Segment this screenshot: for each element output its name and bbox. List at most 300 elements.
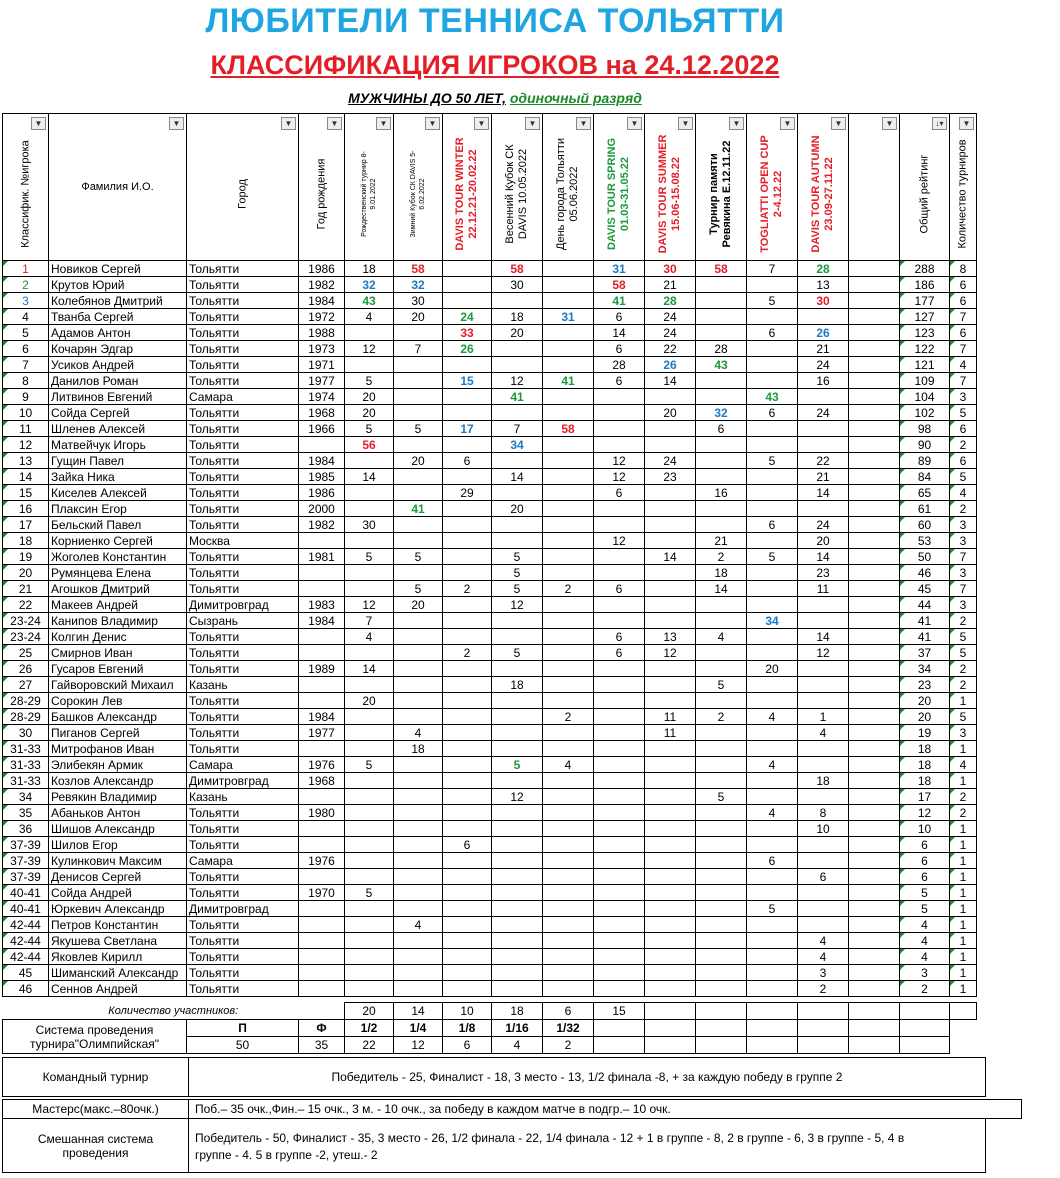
birth-year: 1988 [299, 325, 345, 341]
tournament-points [394, 469, 443, 485]
player-name: Крутов Юрий [49, 277, 187, 293]
masters-label: Мастерс(макс.–80очк.) [3, 1100, 189, 1118]
filter-dropdown-icon[interactable]: ▼ [831, 117, 846, 130]
tournament-points [394, 933, 443, 949]
tournament-points [849, 533, 900, 549]
birth-year [299, 741, 345, 757]
filter-dropdown-icon[interactable]: ▼ [576, 117, 591, 130]
tournament-points [696, 293, 747, 309]
tournament-points: 14 [594, 325, 645, 341]
rank-cell: 1 [3, 261, 49, 277]
tournament-points [849, 725, 900, 741]
tournament-points [492, 869, 543, 885]
birth-year [299, 917, 345, 933]
tournament-points [394, 837, 443, 853]
table-row [3, 629, 977, 645]
total-rating: 5 [900, 885, 950, 901]
filter-dropdown-icon[interactable]: ▼ [169, 117, 184, 130]
tournament-points: 33 [443, 325, 492, 341]
tournament-points [345, 565, 394, 581]
birth-year: 1981 [299, 549, 345, 565]
birth-year [299, 837, 345, 853]
filter-dropdown-icon[interactable]: ▼ [474, 117, 489, 130]
tournament-points [492, 821, 543, 837]
player-city: Тольятти [187, 437, 299, 453]
tournament-points [849, 773, 900, 789]
stage-points: 12 [394, 1037, 443, 1054]
tournament-points [443, 469, 492, 485]
tournament-points [543, 821, 594, 837]
birth-year [299, 645, 345, 661]
filter-dropdown-icon[interactable]: ▼ [525, 117, 540, 130]
tournament-points: 12 [594, 533, 645, 549]
team-tournament-box [2, 1057, 986, 1097]
birth-year: 1986 [299, 485, 345, 501]
rank-cell: 46 [3, 981, 49, 997]
tournament-points: 5 [492, 565, 543, 581]
tournament-points [543, 261, 594, 277]
tournament-points: 6 [747, 517, 798, 533]
tournament-points: 12 [594, 469, 645, 485]
filter-dropdown-icon[interactable]: ▼ [780, 117, 795, 130]
tournament-points [443, 293, 492, 309]
player-city: Тольятти [187, 661, 299, 677]
header-t4: ▼ Весенний Кубок СК DAVIS 10.05.2022 [492, 114, 543, 261]
tournament-points: 21 [645, 277, 696, 293]
tournament-points: 2 [543, 581, 594, 597]
tournament-points [696, 597, 747, 613]
tournament-points: 23 [645, 469, 696, 485]
tournament-points [394, 757, 443, 773]
header-t3: ▼ DAVIS TOUR WINTER 22.12.21-20.02.22 [443, 114, 492, 261]
table-row [3, 533, 977, 549]
page-subtitle: КЛАССИФИКАЦИЯ ИГРОКОВ на 24.12.2022 [210, 50, 780, 80]
rank-cell: 6 [3, 341, 49, 357]
tournament-points [645, 981, 696, 997]
header-t7: ▼ DAVIS TOUR SUMMER 15.06-15.08.22 [645, 114, 696, 261]
birth-year: 1976 [299, 757, 345, 773]
tournament-points: 2 [696, 709, 747, 725]
tournament-count: 8 [950, 261, 977, 277]
tournament-points: 24 [645, 453, 696, 469]
tournament-points [645, 869, 696, 885]
total-rating: 288 [900, 261, 950, 277]
player-name: Шленев Алексей [49, 421, 187, 437]
tournament-points [543, 613, 594, 629]
tournament-count: 4 [950, 357, 977, 373]
tournament-points [543, 293, 594, 309]
rank-cell: 31-33 [3, 773, 49, 789]
tournament-count: 3 [950, 533, 977, 549]
table-row [3, 661, 977, 677]
table-row [3, 693, 977, 709]
stage-label: 1/4 [394, 1020, 443, 1037]
table-row [3, 949, 977, 965]
ranking-table [2, 113, 977, 997]
filter-dropdown-icon[interactable]: ▼ [729, 117, 744, 130]
ranking-body [3, 261, 977, 997]
tournament-points [492, 453, 543, 469]
total-rating: 41 [900, 629, 950, 645]
tournament-points: 14 [798, 485, 849, 501]
sort-icon[interactable]: ↓▾ [932, 117, 947, 130]
tournament-points [394, 405, 443, 421]
table-row [3, 389, 977, 405]
tournament-points: 5 [394, 581, 443, 597]
tournament-points [798, 421, 849, 437]
tournament-points [696, 613, 747, 629]
tournament-points [849, 581, 900, 597]
tournament-points [594, 565, 645, 581]
player-city: Тольятти [187, 581, 299, 597]
tournament-points [645, 533, 696, 549]
tournament-points [543, 533, 594, 549]
header-t11 [849, 114, 900, 261]
tournament-points [394, 869, 443, 885]
tournament-points [747, 277, 798, 293]
header-year: ▼ Год рождения [299, 114, 345, 261]
tournament-points [492, 933, 543, 949]
player-name: Башков Александр [49, 709, 187, 725]
tournament-points: 10 [798, 821, 849, 837]
birth-year: 1980 [299, 805, 345, 821]
player-city: Тольятти [187, 293, 299, 309]
tournament-points: 4 [798, 725, 849, 741]
tournament-points [849, 453, 900, 469]
tournament-points [543, 853, 594, 869]
tournament-count: 1 [950, 901, 977, 917]
filter-dropdown-icon[interactable]: ▼ [425, 117, 440, 130]
filter-dropdown-icon[interactable]: ▼ [678, 117, 693, 130]
tournament-points [696, 469, 747, 485]
stage-points: 50 [187, 1037, 299, 1054]
tournament-points: 28 [594, 357, 645, 373]
tournament-points [543, 965, 594, 981]
tournament-points [696, 325, 747, 341]
filter-dropdown-icon[interactable]: ▼ [882, 117, 897, 130]
table-row [3, 613, 977, 629]
participants-count: 20 [345, 1003, 394, 1020]
tournament-points: 16 [798, 373, 849, 389]
tournament-points: 20 [645, 405, 696, 421]
tournament-points [443, 901, 492, 917]
birth-year: 1970 [299, 885, 345, 901]
table-row [3, 869, 977, 885]
tournament-points: 5 [747, 293, 798, 309]
tournament-points [543, 389, 594, 405]
tournament-points [594, 389, 645, 405]
tournament-points [594, 613, 645, 629]
birth-year [299, 821, 345, 837]
tournament-points: 5 [492, 757, 543, 773]
tournament-points: 6 [594, 373, 645, 389]
tournament-points [543, 661, 594, 677]
filter-dropdown-icon[interactable]: ▼ [327, 117, 342, 130]
system-label: Система проведения турнира"Олимпийская" [3, 1020, 187, 1054]
tournament-points: 41 [492, 389, 543, 405]
birth-year [299, 869, 345, 885]
tournament-points: 4 [747, 709, 798, 725]
tournament-points [849, 309, 900, 325]
tournament-points [345, 773, 394, 789]
tournament-points: 5 [345, 373, 394, 389]
tournament-points: 20 [394, 453, 443, 469]
tournament-points [849, 325, 900, 341]
tournament-points [345, 821, 394, 837]
tournament-points [645, 917, 696, 933]
tournament-points [543, 645, 594, 661]
player-city: Самара [187, 853, 299, 869]
tournament-points: 11 [645, 709, 696, 725]
tournament-points [443, 741, 492, 757]
tournament-points [849, 357, 900, 373]
tournament-points [798, 389, 849, 405]
tournament-points [345, 581, 394, 597]
tournament-points: 5 [747, 901, 798, 917]
player-name: Митрофанов Иван [49, 741, 187, 757]
tournament-points [443, 661, 492, 677]
tournament-points [492, 805, 543, 821]
tournament-points: 13 [798, 277, 849, 293]
tournament-points [543, 325, 594, 341]
tournament-points: 21 [696, 533, 747, 549]
filter-dropdown-icon[interactable]: ▼ [959, 117, 974, 130]
tournament-points [594, 981, 645, 997]
birth-year: 1985 [299, 469, 345, 485]
rank-cell: 37-39 [3, 869, 49, 885]
tournament-points [747, 629, 798, 645]
rank-cell: 31-33 [3, 741, 49, 757]
tournament-points [443, 533, 492, 549]
birth-year [299, 629, 345, 645]
tournament-points: 20 [394, 597, 443, 613]
tournament-points [443, 677, 492, 693]
tournament-points: 5 [345, 757, 394, 773]
tournament-points [543, 517, 594, 533]
tournament-points: 4 [798, 949, 849, 965]
table-row [3, 277, 977, 293]
player-city: Тольятти [187, 325, 299, 341]
tournament-points [394, 805, 443, 821]
tournament-points [443, 629, 492, 645]
tournament-count: 1 [950, 869, 977, 885]
birth-year [299, 533, 345, 549]
tournament-points: 29 [443, 485, 492, 501]
tournament-points [543, 597, 594, 613]
tournament-points: 5 [492, 645, 543, 661]
tournament-points [443, 869, 492, 885]
rank-cell: 14 [3, 469, 49, 485]
filter-dropdown-icon[interactable]: ▼ [31, 117, 46, 130]
tournament-points: 43 [747, 389, 798, 405]
tournament-points [849, 981, 900, 997]
player-city: Димитровград [187, 773, 299, 789]
tournament-points [645, 933, 696, 949]
table-row [3, 357, 977, 373]
total-rating: 45 [900, 581, 950, 597]
table-row [3, 421, 977, 437]
birth-year: 1984 [299, 453, 345, 469]
tournament-points [443, 261, 492, 277]
tournament-points [849, 469, 900, 485]
tournament-points [747, 773, 798, 789]
tournament-points [394, 357, 443, 373]
tournament-count: 1 [950, 837, 977, 853]
tournament-count: 1 [950, 853, 977, 869]
rank-cell: 27 [3, 677, 49, 693]
tournament-points [696, 821, 747, 837]
rank-cell: 4 [3, 309, 49, 325]
player-name: Зайка Ника [49, 469, 187, 485]
tournament-points [696, 869, 747, 885]
tournament-points: 12 [492, 789, 543, 805]
total-rating: 5 [900, 901, 950, 917]
tournament-points [492, 357, 543, 373]
tournament-points: 23 [798, 565, 849, 581]
birth-year: 1982 [299, 277, 345, 293]
table-row [3, 565, 977, 581]
tournament-points [798, 693, 849, 709]
tournament-points [645, 693, 696, 709]
mixed-system-box [2, 1119, 986, 1173]
rank-cell: 22 [3, 597, 49, 613]
tournament-points [394, 949, 443, 965]
rank-cell: 15 [3, 485, 49, 501]
tournament-points: 2 [443, 645, 492, 661]
tournament-points [747, 981, 798, 997]
stages-row [3, 1020, 977, 1037]
team-text: Победитель - 25, Финалист - 18, 3 место - 13, 1/2 финала -8, + за каждую победу в группе 2 [331, 1070, 843, 1084]
tournament-points [594, 741, 645, 757]
tournament-points [849, 693, 900, 709]
rank-cell: 13 [3, 453, 49, 469]
tournament-points [798, 613, 849, 629]
tournament-points [492, 661, 543, 677]
tournament-points: 17 [443, 421, 492, 437]
player-name: Яковлев Кирилл [49, 949, 187, 965]
tournament-count: 1 [950, 773, 977, 789]
table-row [3, 917, 977, 933]
tournament-points [543, 565, 594, 581]
tournament-points [543, 901, 594, 917]
player-city: Тольятти [187, 965, 299, 981]
tournament-points: 21 [798, 469, 849, 485]
participants-count: 15 [594, 1003, 645, 1020]
total-rating: 3 [900, 965, 950, 981]
total-rating: 19 [900, 725, 950, 741]
header-city: ▼ Город [187, 114, 299, 261]
rank-cell: 42-44 [3, 917, 49, 933]
tournament-points [747, 677, 798, 693]
tournament-points: 12 [345, 597, 394, 613]
header-name: ▼ Фамилия И.О. [49, 114, 187, 261]
header-total: ↓▾ Общий рейтинг [900, 114, 950, 261]
tournament-points: 4 [394, 725, 443, 741]
player-city: Казань [187, 789, 299, 805]
tournament-points [345, 357, 394, 373]
stage-points: 2 [543, 1037, 594, 1054]
tournament-count: 1 [950, 949, 977, 965]
tournament-points [492, 901, 543, 917]
tournament-points [645, 773, 696, 789]
tournament-points [849, 341, 900, 357]
tournament-points [696, 901, 747, 917]
tournament-points: 28 [645, 293, 696, 309]
tournament-points [443, 965, 492, 981]
player-city: Тольятти [187, 405, 299, 421]
filter-dropdown-icon[interactable]: ▼ [627, 117, 642, 130]
filter-dropdown-icon[interactable]: ▼ [376, 117, 391, 130]
player-name: Плаксин Егор [49, 501, 187, 517]
player-city: Тольятти [187, 869, 299, 885]
total-rating: 186 [900, 277, 950, 293]
tournament-points: 24 [798, 517, 849, 533]
tournament-points [849, 965, 900, 981]
header-t2: ▼ Зимний Кубок СК DAVIS 5- 6.02.2022 [394, 114, 443, 261]
tournament-points: 24 [798, 357, 849, 373]
tournament-points [696, 885, 747, 901]
player-city: Тольятти [187, 885, 299, 901]
total-rating: 109 [900, 373, 950, 389]
tournament-points [747, 501, 798, 517]
birth-year: 1984 [299, 293, 345, 309]
tournament-points [645, 757, 696, 773]
player-city: Тольятти [187, 485, 299, 501]
tournament-points [543, 933, 594, 949]
player-name: Новиков Сергей [49, 261, 187, 277]
player-name: Колебянов Дмитрий [49, 293, 187, 309]
player-name: Жоголев Константин [49, 549, 187, 565]
total-rating: 121 [900, 357, 950, 373]
total-rating: 6 [900, 853, 950, 869]
filter-dropdown-icon[interactable]: ▼ [281, 117, 296, 130]
tournament-points [543, 549, 594, 565]
tournament-points [492, 693, 543, 709]
tournament-points [849, 565, 900, 581]
rank-cell: 40-41 [3, 901, 49, 917]
birth-year [299, 565, 345, 581]
tournament-points [747, 837, 798, 853]
player-name: Пиганов Сергей [49, 725, 187, 741]
tournament-points [594, 725, 645, 741]
birth-year [299, 677, 345, 693]
tournament-points [696, 725, 747, 741]
table-row [3, 757, 977, 773]
tournament-points [645, 597, 696, 613]
birth-year: 1984 [299, 709, 345, 725]
table-row [3, 965, 977, 981]
total-rating: 44 [900, 597, 950, 613]
table-row [3, 437, 977, 453]
tournament-points [747, 437, 798, 453]
tournament-points: 32 [696, 405, 747, 421]
tournament-points [798, 917, 849, 933]
tournament-points [849, 405, 900, 421]
tournament-points [394, 613, 443, 629]
tournament-points: 5 [345, 885, 394, 901]
player-name: Ревякин Владимир [49, 789, 187, 805]
tournament-points [345, 709, 394, 725]
tournament-points: 5 [696, 789, 747, 805]
tournament-points: 7 [747, 261, 798, 277]
tournament-points [394, 645, 443, 661]
player-name: Корниенко Сергей [49, 533, 187, 549]
player-city: Тольятти [187, 933, 299, 949]
tournament-points [696, 277, 747, 293]
tournament-points [345, 949, 394, 965]
birth-year: 1973 [299, 341, 345, 357]
tournament-points: 22 [798, 453, 849, 469]
